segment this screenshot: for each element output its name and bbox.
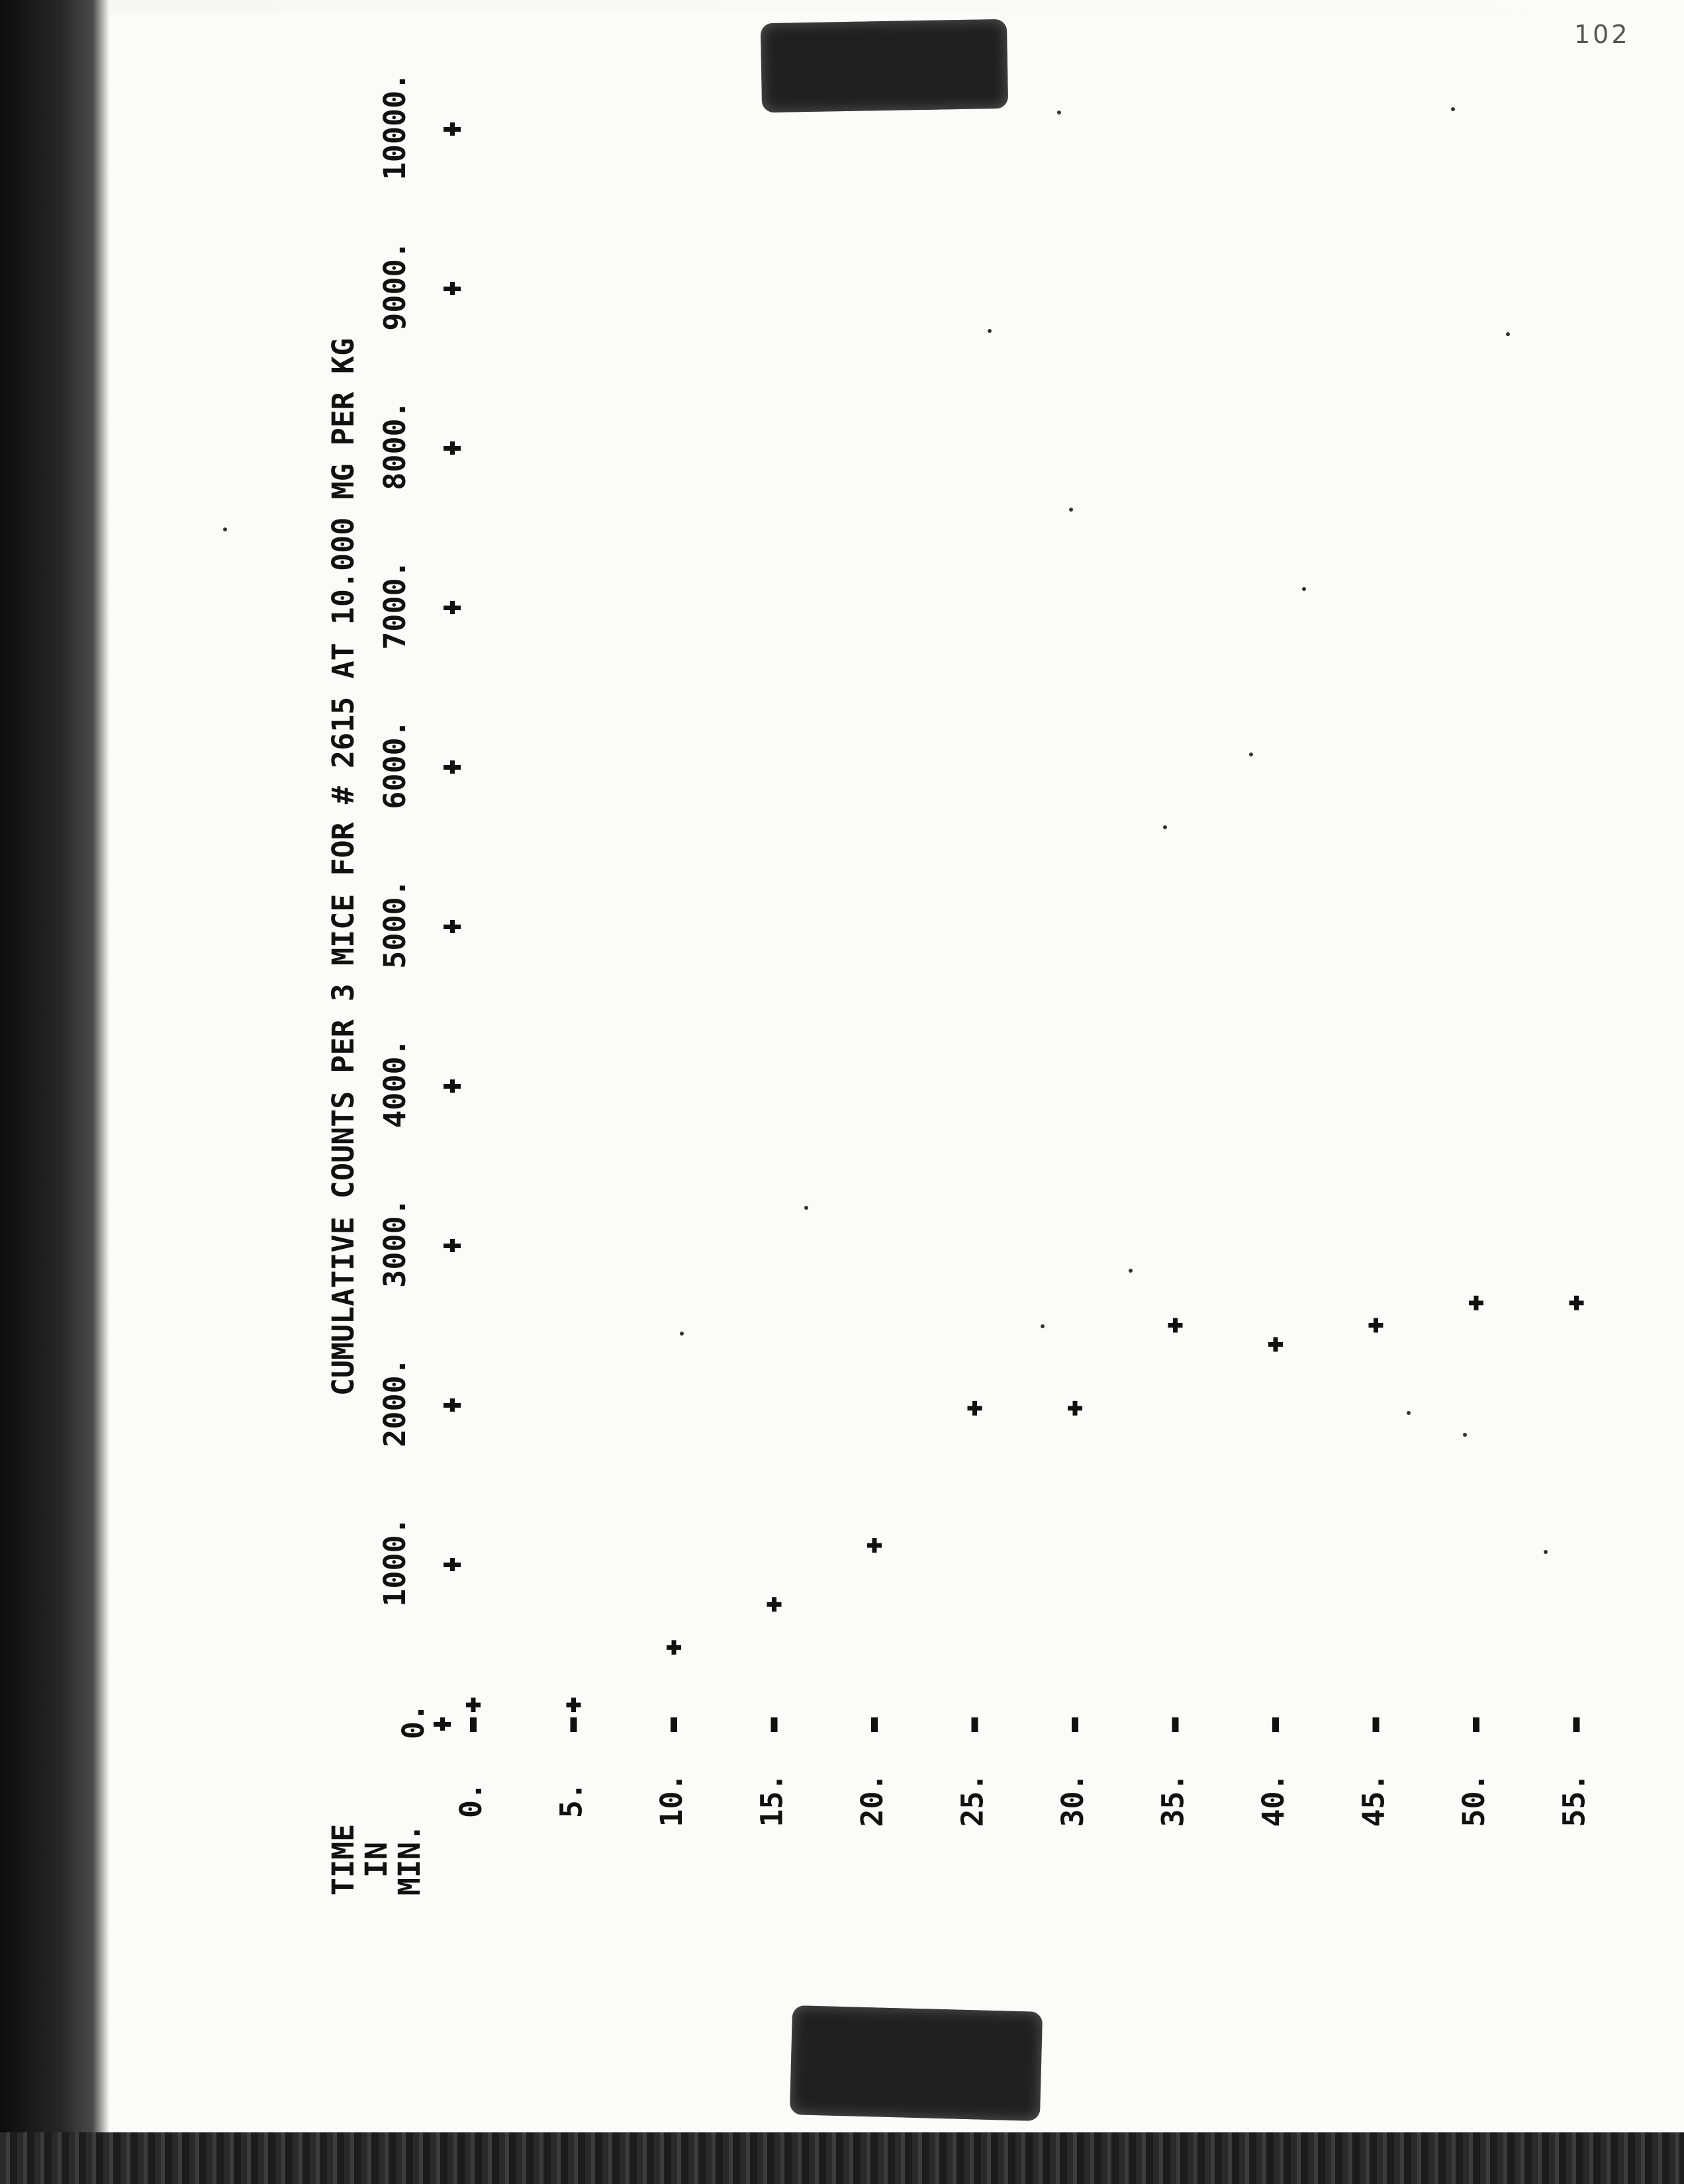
data-point — [767, 1597, 782, 1612]
chart-title: CUMULATIVE COUNTS PER 3 MICE FOR # 2615 AT 10.000 MG PER KG — [326, 338, 361, 1396]
time-tick-label: 35. — [1155, 1773, 1191, 1827]
print-speck — [804, 1206, 808, 1210]
print-speck — [1407, 1411, 1411, 1415]
count-tick-label: 10000. — [377, 72, 412, 181]
time-row-marker — [1272, 1717, 1279, 1732]
time-row-marker — [972, 1717, 978, 1732]
time-tick-label: 15. — [754, 1773, 790, 1827]
print-speck — [1041, 1324, 1045, 1328]
print-speck — [1129, 1269, 1133, 1273]
data-point — [1168, 1318, 1183, 1333]
handwritten-page-number: 102 — [1574, 20, 1630, 49]
time-row-marker — [771, 1717, 778, 1732]
count-tick-label: 7000. — [377, 560, 412, 650]
time-tick-label: 45. — [1356, 1773, 1391, 1827]
print-speck — [1163, 825, 1167, 829]
data-point — [1369, 1318, 1383, 1333]
print-speck — [1302, 587, 1306, 591]
time-row-marker — [1573, 1717, 1580, 1732]
count-tick-stem — [450, 122, 455, 136]
print-speck — [223, 527, 227, 531]
time-tick-label: 30. — [1055, 1773, 1090, 1827]
time-row-marker — [1473, 1717, 1479, 1732]
data-point — [1268, 1337, 1283, 1351]
time-row-marker — [470, 1717, 477, 1732]
data-point — [968, 1401, 982, 1416]
count-tick-stem — [450, 920, 455, 933]
count-tick-label: 4000. — [377, 1038, 412, 1128]
count-tick-label: 5000. — [377, 879, 412, 969]
x-axis-label-line: TIME — [326, 1823, 361, 1896]
time-tick-label: 0. — [453, 1782, 489, 1819]
x-axis-label-line: IN — [359, 1841, 394, 1878]
data-point — [1569, 1296, 1584, 1310]
time-tick-label: 50. — [1456, 1773, 1491, 1827]
count-tick-label: 9000. — [377, 241, 412, 331]
count-tick-label: 8000. — [377, 400, 412, 490]
count-tick-stem — [450, 601, 455, 614]
time-tick-label: 40. — [1256, 1773, 1291, 1827]
print-speck — [1506, 332, 1510, 336]
time-tick-label: 10. — [654, 1773, 689, 1827]
count-tick-stem — [450, 760, 455, 774]
count-tick-stem — [450, 282, 455, 295]
count-tick-label: 6000. — [377, 719, 412, 809]
data-point — [867, 1538, 882, 1553]
time-tick-label: 55. — [1556, 1773, 1592, 1827]
time-tick-label: 20. — [855, 1773, 890, 1827]
count-tick-label: 1000. — [377, 1517, 412, 1607]
print-speck — [1069, 508, 1073, 512]
x-axis-label-line: MIN. — [392, 1823, 427, 1896]
data-point — [466, 1698, 481, 1712]
print-speck — [988, 329, 992, 333]
print-speck — [680, 1332, 684, 1336]
time-row-marker — [1373, 1717, 1380, 1732]
count-tick-label: 3000. — [377, 1198, 412, 1288]
print-speck — [1463, 1433, 1467, 1437]
time-tick-label: 5. — [553, 1782, 589, 1819]
count-tick-stem — [450, 1079, 455, 1093]
time-row-marker — [671, 1717, 677, 1732]
count-tick-stem — [450, 441, 455, 455]
time-row-marker — [871, 1717, 878, 1732]
count-tick-stem — [440, 1717, 445, 1731]
count-tick-stem — [450, 1558, 455, 1571]
data-point — [667, 1640, 681, 1655]
count-tick-stem — [450, 1398, 455, 1412]
print-speck — [1249, 752, 1253, 756]
time-row-marker — [1072, 1717, 1078, 1732]
data-point — [567, 1698, 581, 1712]
count-tick-label: 0. — [396, 1703, 431, 1740]
data-point — [1469, 1296, 1483, 1310]
print-speck — [1544, 1550, 1548, 1554]
time-tick-label: 25. — [955, 1773, 990, 1827]
time-row-marker — [1172, 1717, 1179, 1732]
print-speck — [1451, 107, 1455, 111]
data-point — [1068, 1401, 1082, 1416]
count-tick-stem — [450, 1239, 455, 1252]
count-tick-label: 2000. — [377, 1357, 412, 1447]
print-speck — [1057, 111, 1061, 114]
time-row-marker — [571, 1717, 577, 1732]
